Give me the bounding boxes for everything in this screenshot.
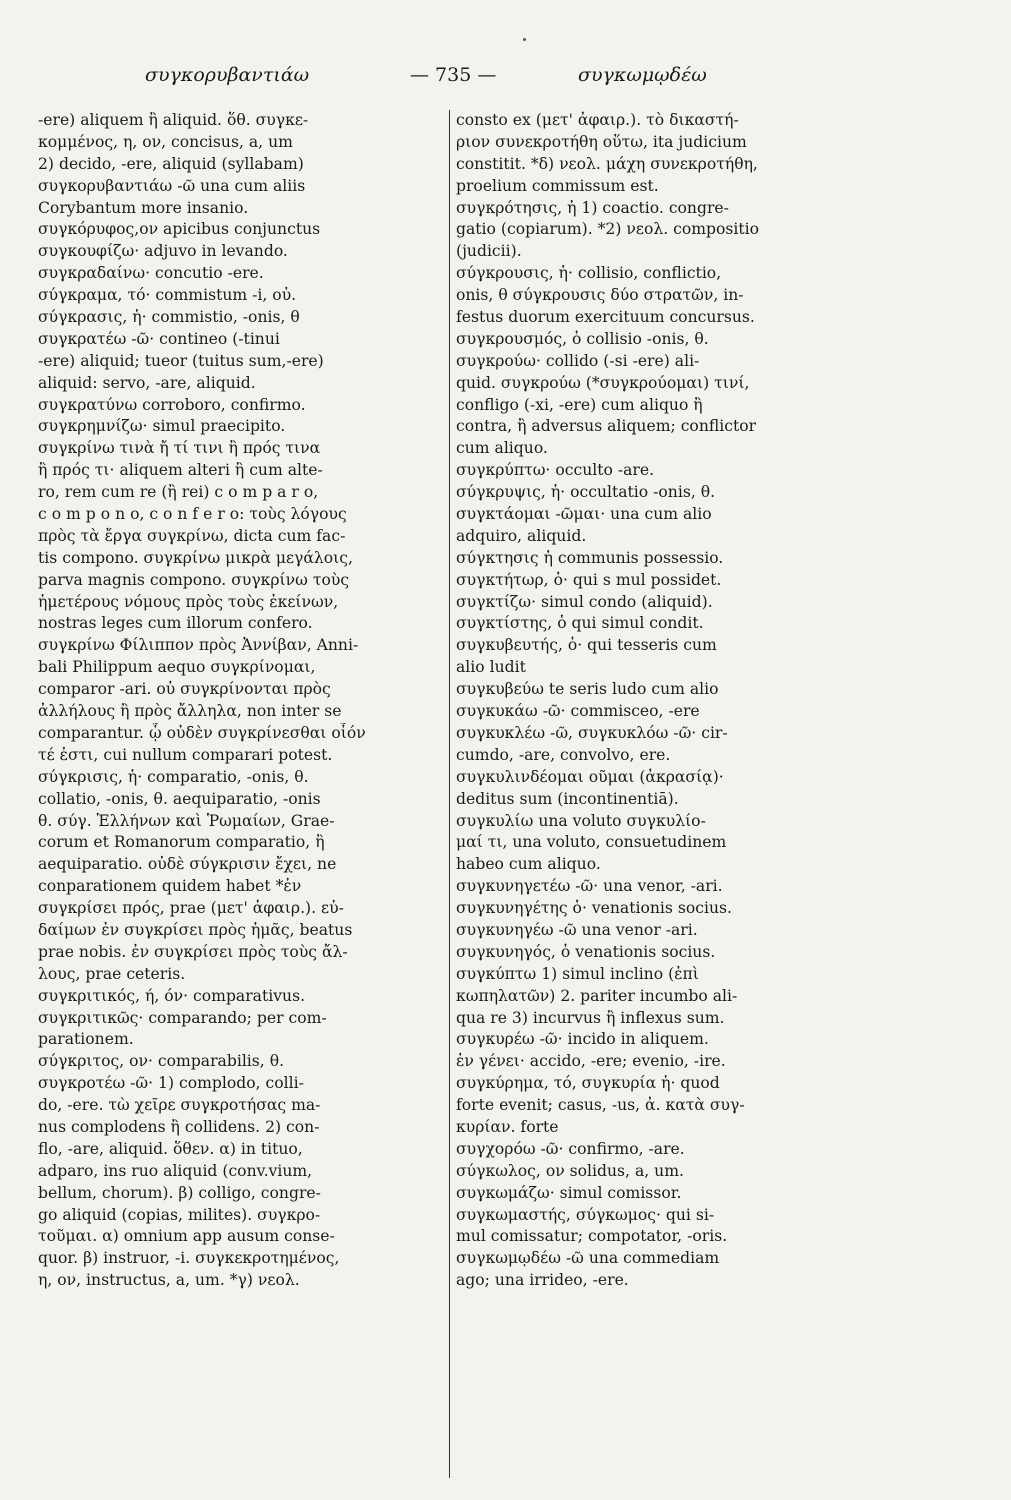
text-line: σύγκρισις, ἡ· comparatio, -onis, θ.	[38, 767, 309, 786]
text-line: θ. σύγ. Ἑλλήνων καὶ Ῥωμαίων, Grae-	[38, 811, 335, 830]
text-line: festus duorum exercituum concursus.	[456, 308, 755, 327]
text-line: συγκυνηγέτης ὁ· venationis socius.	[456, 899, 732, 918]
text-line: συγκρίνω τινὰ ἤ τί τινι ἢ πρός τινα	[38, 439, 321, 458]
text-line: -ere) aliquem ἢ aliquid. ὅθ. συγκε-	[38, 111, 309, 129]
text-line: συγκυνηγετέω -ῶ· una venor, -ari.	[456, 877, 723, 896]
text-line: συγκρημνίζω· simul praecipito.	[38, 417, 286, 436]
text-line: συγκυκάω -ῶ· commisceo, -ere	[456, 702, 700, 721]
text-line: συγκριτικός, ή, όν· comparativus.	[38, 986, 306, 1005]
text-line: συγκυκλέω -ῶ, συγκυκλόω -ῶ· cir-	[456, 723, 728, 742]
text-line: ἐν γένει· accido, -ere; evenio, -ire.	[456, 1052, 726, 1071]
text-line: συγκρατύνω corroboro, confirmo.	[38, 395, 306, 414]
right-column	[456, 110, 856, 1292]
text-line: Corybantum more insanio.	[38, 198, 249, 217]
text-line: συγκύπτω 1) simul inclino (ἐπὶ	[456, 964, 699, 983]
text-line: συγκυβεύω te seris ludo cum alio	[456, 680, 719, 699]
text-line: σύγκρυψις, ἡ· occultatio -onis, θ.	[456, 483, 716, 502]
text-line: quor. β) instruor, -i. συγκεκροτημένος,	[38, 1249, 340, 1268]
text-line: parva magnis compono. συγκρίνω τοὺς	[38, 570, 350, 589]
text-line: onis, θ σύγκρουσις δύο στρατῶν, in-	[456, 286, 744, 305]
text-line: μαί τι, una voluto, consuetudinem	[456, 833, 727, 852]
text-line: ἡμετέρους νόμους πρὸς τοὺς ἐκείνων,	[38, 592, 339, 611]
text-line: collatio, -onis, θ. aequiparatio, -onis	[38, 789, 321, 808]
text-line: σύγκρασις, ἡ· commistio, -onis, θ	[38, 308, 300, 327]
text-line: quid. συγκρούω (*συγκρούομαι) τινί,	[456, 373, 750, 392]
page-number: — 735 —	[410, 64, 497, 86]
text-line: go aliquid (copias, milites). συγκρο-	[38, 1205, 321, 1224]
text-line: forte evenit; casus, -us, ἀ. κατὰ συγ-	[456, 1096, 745, 1115]
text-line: ago; una irrideo, -ere.	[456, 1271, 629, 1290]
text-line: κυρίαν. forte	[456, 1117, 559, 1136]
text-line: συγκροτέω -ῶ· 1) complodo, colli-	[38, 1074, 304, 1093]
text-line: η, ον, instructus, a, um. *γ) νεολ.	[38, 1271, 300, 1290]
text-line: συγκρίσει πρός, prae (μετ' ἀφαιρ.). εὐ-	[38, 899, 344, 918]
header-first-entry: συγκορυβαντιάω	[145, 64, 310, 86]
text-line: consto ex (μετ' ἀφαιρ.). τὸ δικαστή-	[456, 111, 739, 129]
text-line: συγκορυβαντιάω -ῶ una cum aliis	[38, 176, 306, 195]
text-line: δαίμων ἐν συγκρίσει πρὸς ἡμᾶς, beatus	[38, 920, 353, 939]
text-line: ἀλλήλους ἢ πρὸς ἄλληλα, non inter se	[38, 702, 342, 721]
text-line: συγκτάομαι -ῶμαι· una cum alio	[456, 505, 712, 524]
page-header	[0, 64, 1011, 94]
text-line: σύγκρουσις, ἡ· collisio, conflictio,	[456, 264, 722, 283]
text-line: ριον συνεκροτήθη οὕτω, ita judicium	[456, 132, 747, 151]
text-line: proelium commissum est.	[456, 176, 659, 195]
text-line: σύγκριτος, ον· comparabilis, θ.	[38, 1052, 285, 1071]
text-line: συγκωμῳδέω -ῶ una commediam	[456, 1249, 720, 1268]
text-line: aliquid: servo, -are, aliquid.	[38, 373, 256, 392]
text-line: habeo cum aliquo.	[456, 855, 601, 874]
text-line: c o m p o n o, c o n f e r o: τοὺς λόγους	[38, 505, 347, 524]
text-line: alio ludit	[456, 658, 526, 677]
left-column	[38, 110, 448, 1292]
text-line: συγκύρημα, τό, συγκυρία ἡ· quod	[456, 1074, 720, 1093]
text-line: συγκτήτωρ, ὁ· qui s mul possidet.	[456, 570, 722, 589]
text-line: τέ ἐστι, cui nullum comparari potest.	[38, 745, 333, 764]
text-line: 2) decido, -ere, aliquid (syllabam)	[38, 154, 304, 173]
text-line: contra, ἢ adversus aliquem; conflictor	[456, 417, 757, 436]
text-line: συγκυλίω una voluto συγκυλίο-	[456, 811, 706, 830]
text-line: comparor -ari. οὐ συγκρίνονται πρὸς	[38, 680, 331, 699]
text-line: prae nobis. ἐν συγκρίσει πρὸς τοὺς ἄλ-	[38, 942, 348, 961]
text-line: nus complodens ἢ collidens. 2) con-	[38, 1117, 320, 1136]
text-line: constitit. *δ) νεολ. μάχη συνεκροτήθη,	[456, 154, 758, 173]
text-line: (judicii).	[456, 242, 522, 261]
text-line: σύγκραμα, τό· commistum -i, οὐ.	[38, 286, 297, 305]
text-line: συγκυβευτής, ὁ· qui tesseris cum	[456, 636, 717, 655]
text-line: cum aliquo.	[456, 439, 548, 458]
text-line: parationem.	[38, 1030, 134, 1049]
text-line: λους, prae ceteris.	[38, 964, 186, 983]
text-line: adquiro, aliquid.	[456, 526, 587, 545]
text-line: τοῦμαι. α) omnium app ausum conse-	[38, 1227, 335, 1246]
text-line: συγκρουσμός, ὁ collisio -onis, θ.	[456, 329, 709, 348]
text-line: ἢ πρός τι· aliquem alteri ἢ cum alte-	[38, 461, 323, 480]
column-divider	[449, 110, 450, 1478]
text-line: corum et Romanorum comparatio, ἢ	[38, 833, 325, 852]
text-line: bali Philippum aequo συγκρίνομαι,	[38, 658, 316, 677]
text-line: flo, -are, aliquid. ὅθεν. α) in tituo,	[38, 1139, 303, 1158]
text-line: bellum, chorum). β) colligo, congre-	[38, 1183, 321, 1202]
text-line: comparantur. ᾧ οὐδὲν συγκρίνεσθαι οἷόν	[38, 723, 366, 742]
speck	[523, 38, 526, 41]
text-line: συγκρούω· collido (-si -ere) ali-	[456, 351, 700, 370]
text-line: συγκυνηγός, ὁ venationis socius.	[456, 942, 716, 961]
text-line: confligo (-xi, -ere) cum aliquo ἢ	[456, 395, 703, 414]
text-line: deditus sum (incontinentiā).	[456, 789, 679, 808]
text-line: συγκρότησις, ἡ 1) coactio. congre-	[456, 198, 729, 217]
text-line: κομμένος, η, ον, concisus, a, um	[38, 132, 293, 151]
text-line: συγκτίστης, ὁ qui simul condit.	[456, 614, 704, 633]
text-line: qua re 3) incurvus ἢ inflexus sum.	[456, 1008, 725, 1027]
text-line: συγκυρέω -ῶ· incido in aliquem.	[456, 1030, 709, 1049]
text-line: mul comissatur; compotator, -oris.	[456, 1227, 728, 1246]
text-line: συγκρατέω -ῶ· contineo (-tinui	[38, 329, 280, 348]
text-line: πρὸς τὰ ἔργα συγκρίνω, dicta cum fac-	[38, 526, 346, 545]
text-line: συγχορόω -ῶ· confirmo, -are.	[456, 1139, 685, 1158]
text-line: κωπηλατῶν) 2. pariter incumbo ali-	[456, 986, 738, 1005]
text-line: συγκρύπτω· occulto -are.	[456, 461, 655, 480]
header-last-entry: συγκωμῳδέω	[578, 64, 707, 86]
text-line: συγκυλινδέομαι οῦμαι (ἀκρασίᾳ)·	[456, 767, 724, 786]
text-line: συγκυνηγέω -ῶ una venor -ari.	[456, 920, 698, 939]
text-line: ro, rem cum re (ἢ rei) c o m p a r o,	[38, 483, 319, 502]
text-line: συγκριτικῶς· comparando; per com-	[38, 1008, 327, 1027]
text-line: συγκρίνω Φίλιππον πρὸς Ἀννίβαν, Anni-	[38, 636, 359, 655]
text-line: cumdo, -are, convolvo, ere.	[456, 745, 671, 764]
text-line: do, -ere. τὼ χεῖρε συγκροτήσας ma-	[38, 1096, 321, 1115]
text-line: συγκτίζω· simul condo (aliquid).	[456, 592, 713, 611]
text-line: nostras leges cum illorum confero.	[38, 614, 313, 633]
text-line: συγκόρυφος,ον apicibus conjunctus	[38, 220, 321, 239]
text-line: -ere) aliquid; tueor (tuitus sum,-ere)	[38, 351, 324, 370]
text-line: συγκωμαστής, σύγκωμος· qui si-	[456, 1205, 715, 1224]
text-line: συγκραδαίνω· concutio -ere.	[38, 264, 264, 283]
text-line: conparationem quidem habet *ἐν	[38, 877, 302, 896]
text-line: gatio (copiarum). *2) νεολ. compositio	[456, 220, 760, 239]
text-line: aequiparatio. οὐδὲ σύγκρισιν ἔχει, ne	[38, 855, 337, 874]
text-line: συγκουφίζω· adjuvo in levando.	[38, 242, 288, 261]
text-line: adparo, ins ruo aliquid (conv.vium,	[38, 1161, 313, 1180]
text-line: σύγκωλος, ον solidus, a, um.	[456, 1161, 684, 1180]
text-line: tis compono. συγκρίνω μικρὰ μεγάλοις,	[38, 548, 353, 567]
text-line: σύγκτησις ἡ communis possessio.	[456, 548, 724, 567]
text-line: συγκωμάζω· simul comissor.	[456, 1183, 682, 1202]
